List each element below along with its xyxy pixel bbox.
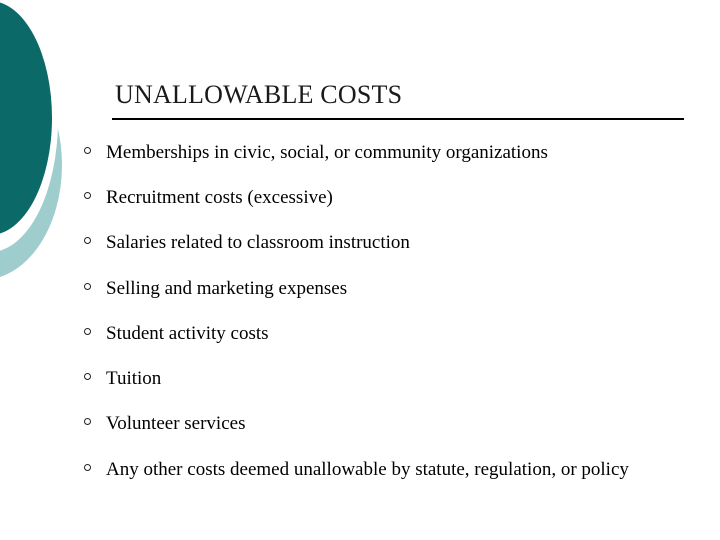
bullet-text: Salaries related to classroom instruction [106, 232, 410, 253]
bullet-text: Volunteer services [106, 413, 246, 434]
bullet-item [84, 413, 644, 434]
bullet-text: Selling and marketing expenses [106, 278, 348, 299]
bullet-item [84, 187, 644, 208]
bullet-item [84, 142, 644, 163]
slide-title: UNALLOWABLE COSTS [115, 80, 403, 109]
bullet-text: Recruitment costs (excessive) [106, 187, 333, 208]
hollow-circle-bullet-icon [84, 328, 91, 335]
bullet-text: Memberships in civic, social, or community organizations [106, 142, 548, 163]
bullet-text: Student activity costs [106, 323, 269, 344]
hollow-circle-bullet-icon [84, 418, 91, 425]
bullet-item [84, 323, 644, 344]
bullet-item [84, 459, 644, 480]
hollow-circle-bullet-icon [84, 283, 91, 290]
hollow-circle-bullet-icon [84, 147, 91, 154]
bullet-item [84, 232, 644, 253]
bullet-item [84, 368, 644, 389]
hollow-circle-bullet-icon [84, 192, 91, 199]
bullet-text: Any other costs deemed unallowable by statute, regulation, or policy [106, 459, 629, 480]
bullet-text: Tuition [106, 368, 162, 389]
bullet-item [84, 278, 644, 299]
hollow-circle-bullet-icon [84, 464, 91, 471]
hollow-circle-bullet-icon [84, 237, 91, 244]
hollow-circle-bullet-icon [84, 373, 91, 380]
title-underline [112, 118, 684, 120]
